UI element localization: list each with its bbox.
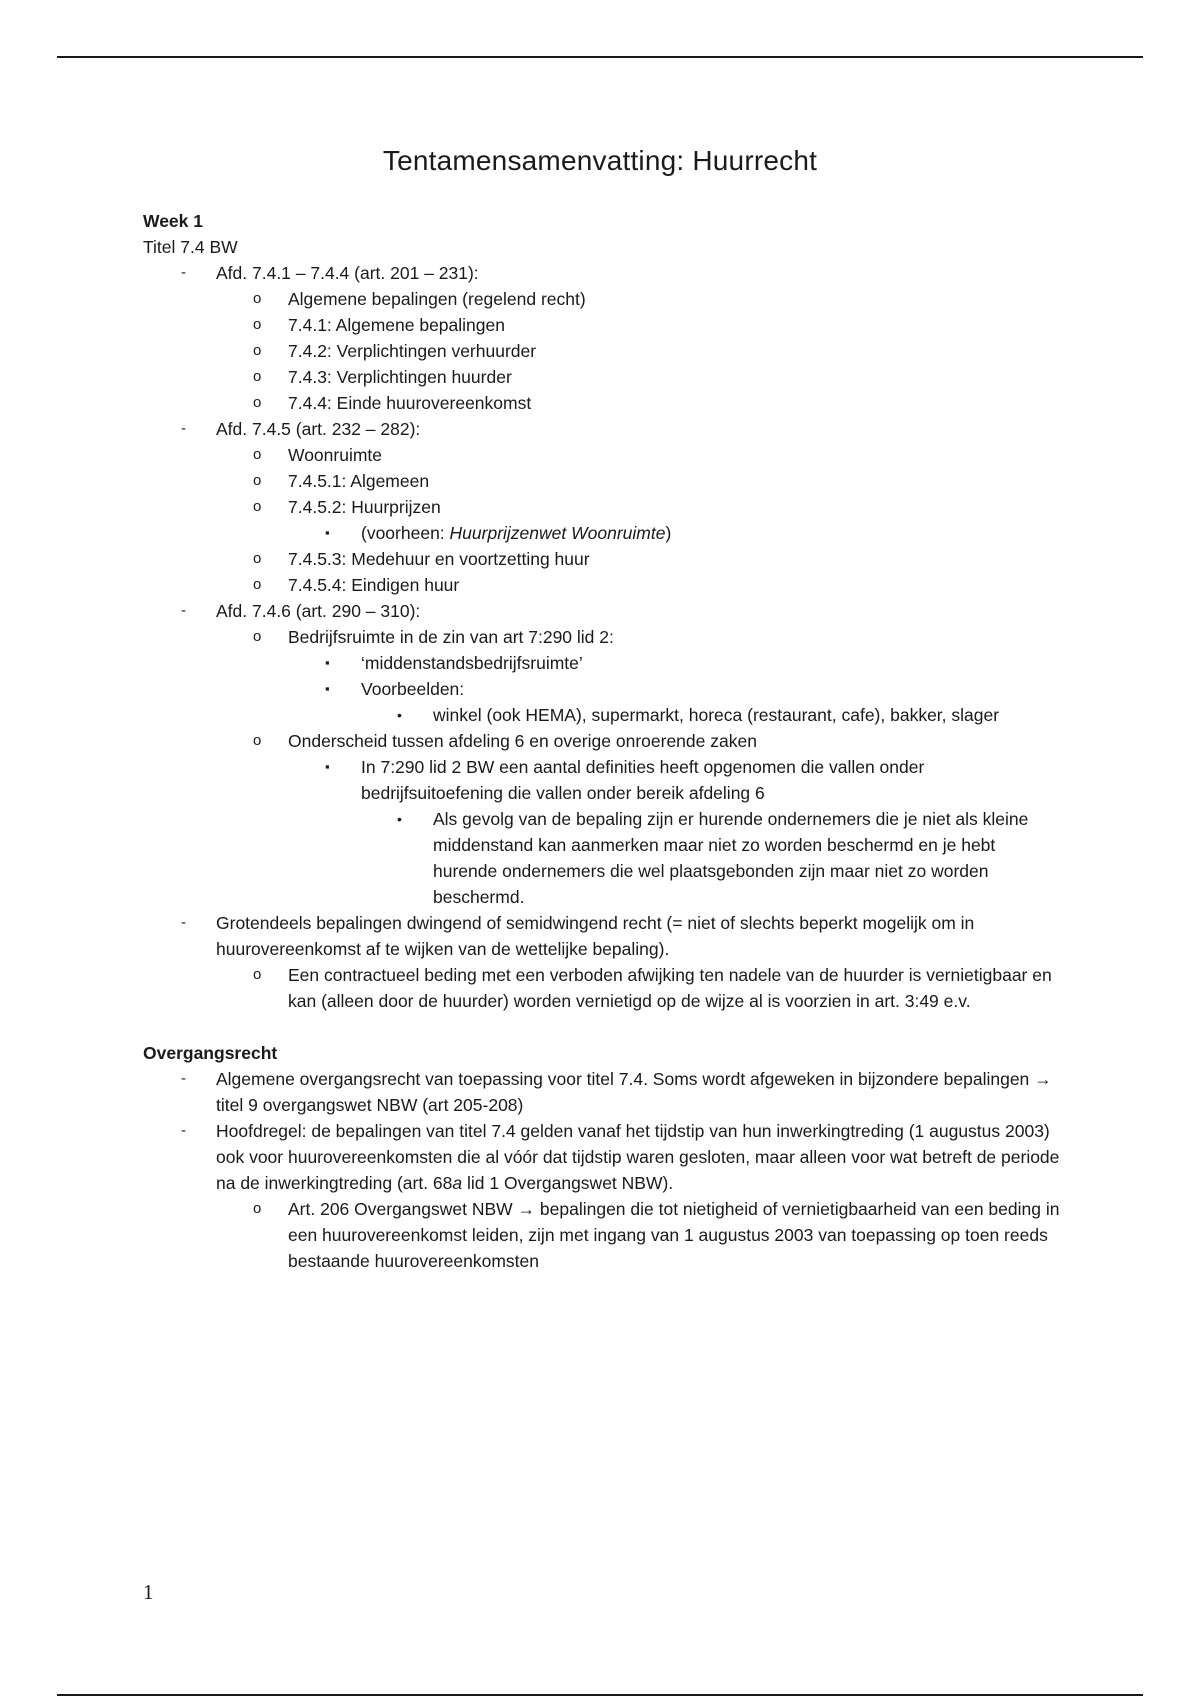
list-item: o 7.4.2: Verplichtingen verhuurder <box>143 338 1063 364</box>
circle-bullet: o <box>253 342 262 359</box>
dash-bullet: - <box>181 602 186 619</box>
list-item: ▪ ‘middenstandsbedrijfsruimte’ <box>143 650 1063 676</box>
list-item: ▪ (voorheen: Huurprijzenwet Woonruimte) <box>143 520 1063 546</box>
list-item: o Algemene bepalingen (regelend recht) <box>143 286 1063 312</box>
footer-rule <box>57 1694 1143 1696</box>
list-item: o 7.4.3: Verplichtingen huurder <box>143 364 1063 390</box>
dash-bullet: - <box>181 264 186 281</box>
list-item: o Bedrijfsruimte in de zin van art 7:290 lid 2: <box>143 624 1063 650</box>
list-item: ▪ Voorbeelden: <box>143 676 1063 702</box>
dash-bullet: - <box>181 420 186 437</box>
document-title: Tentamensamenvatting: Huurrecht <box>382 145 818 176</box>
list-item: - Grotendeels bepalingen dwingend of semidwingend recht (= niet of slechts beperkt mogelijk om in huurovereenkomst af te wijken van de wettelijke bepaling). <box>143 910 1063 962</box>
list-item: o Woonruimte <box>143 442 1063 468</box>
list-item: - Afd. 7.4.6 (art. 290 – 310): <box>143 598 1063 624</box>
list-item: - Afd. 7.4.5 (art. 232 – 282): <box>143 416 1063 442</box>
list-item: o 7.4.5.3: Medehuur en voortzetting huur <box>143 546 1063 572</box>
circle-bullet: o <box>253 394 262 411</box>
circle-bullet: o <box>253 732 262 749</box>
paragraph-spacer <box>143 1014 1063 1040</box>
list-item: • Als gevolg van de bepaling zijn er hurende ondernemers die je niet als kleine middenstand kan aanmerken maar niet zo worden beschermd en je hebt hurende ondernemers die wel plaatsgebonden zijn maar niet zo worden beschermd. <box>143 806 1063 910</box>
circle-bullet: o <box>253 498 262 515</box>
circle-bullet: o <box>253 1200 262 1217</box>
list-item: - Afd. 7.4.1 – 7.4.4 (art. 201 – 231): <box>143 260 1063 286</box>
square-bullet: ▪ <box>325 655 330 670</box>
document-body <box>143 208 1063 1274</box>
list-item: ▪ In 7:290 lid 2 BW een aantal definities heeft opgenomen die vallen onder bedrijfsuitoefening die vallen onder bereik afdeling 6 <box>143 754 1063 806</box>
dot-bullet: • <box>397 707 402 723</box>
circle-bullet: o <box>253 966 262 983</box>
dash-bullet: - <box>181 1070 186 1087</box>
dot-bullet: • <box>397 811 402 827</box>
circle-bullet: o <box>253 628 262 645</box>
circle-bullet: o <box>253 446 262 463</box>
square-bullet: ▪ <box>325 681 330 696</box>
circle-bullet: o <box>253 576 262 593</box>
square-bullet: ▪ <box>325 525 330 540</box>
header-rule <box>57 56 1143 58</box>
list-item: o Art. 206 Overgangswet NBW → bepalingen die tot nietigheid of vernietigbaarheid van een beding in een huurovereenkomst leiden, zijn met ingang van 1 augustus 2003 van toepassing op toen reeds bestaande huurovereenkomsten <box>143 1196 1063 1274</box>
dash-bullet: - <box>181 914 186 931</box>
square-bullet: ▪ <box>325 759 330 774</box>
list-item: - Algemene overgangsrecht van toepassing voor titel 7.4. Soms wordt afgeweken in bijzondere bepalingen → titel 9 overgangswet NBW (art 205-208) <box>143 1066 1063 1118</box>
section-heading-week1: Week 1 <box>143 211 203 231</box>
circle-bullet: o <box>253 290 262 307</box>
list-item: o 7.4.5.4: Eindigen huur <box>143 572 1063 598</box>
circle-bullet: o <box>253 316 262 333</box>
list-item: • winkel (ook HEMA), supermarkt, horeca (restaurant, cafe), bakker, slager <box>143 702 1063 728</box>
page-number: 1 <box>143 1580 154 1604</box>
list-item: - Hoofdregel: de bepalingen van titel 7.4 gelden vanaf het tijdstip van hun inwerkingtreding (1 augustus 2003) ook voor huurovereenkomsten die al vóór dat tijdstip waren gesloten, maar alleen voor wat betreft de periode na de inwerkingtreding (art. 68a lid 1 Overgangswet NBW). <box>143 1118 1063 1196</box>
section-subheading: Titel 7.4 BW <box>143 237 238 257</box>
dash-bullet: - <box>181 1122 186 1139</box>
list-item: o Onderscheid tussen afdeling 6 en overige onroerende zaken <box>143 728 1063 754</box>
list-item: o 7.4.5.1: Algemeen <box>143 468 1063 494</box>
list-item: o 7.4.5.2: Huurprijzen <box>143 494 1063 520</box>
list-item: o 7.4.4: Einde huurovereenkomst <box>143 390 1063 416</box>
circle-bullet: o <box>253 550 262 567</box>
list-item: o Een contractueel beding met een verboden afwijking ten nadele van de huurder is vernietigbaar en kan (alleen door de huurder) worden vernietigd op de wijze al is voorzien in art. 3:49 e.v. <box>143 962 1063 1014</box>
list-item: o 7.4.1: Algemene bepalingen <box>143 312 1063 338</box>
circle-bullet: o <box>253 472 262 489</box>
circle-bullet: o <box>253 368 262 385</box>
section-heading-overgangsrecht: Overgangsrecht <box>143 1043 278 1063</box>
